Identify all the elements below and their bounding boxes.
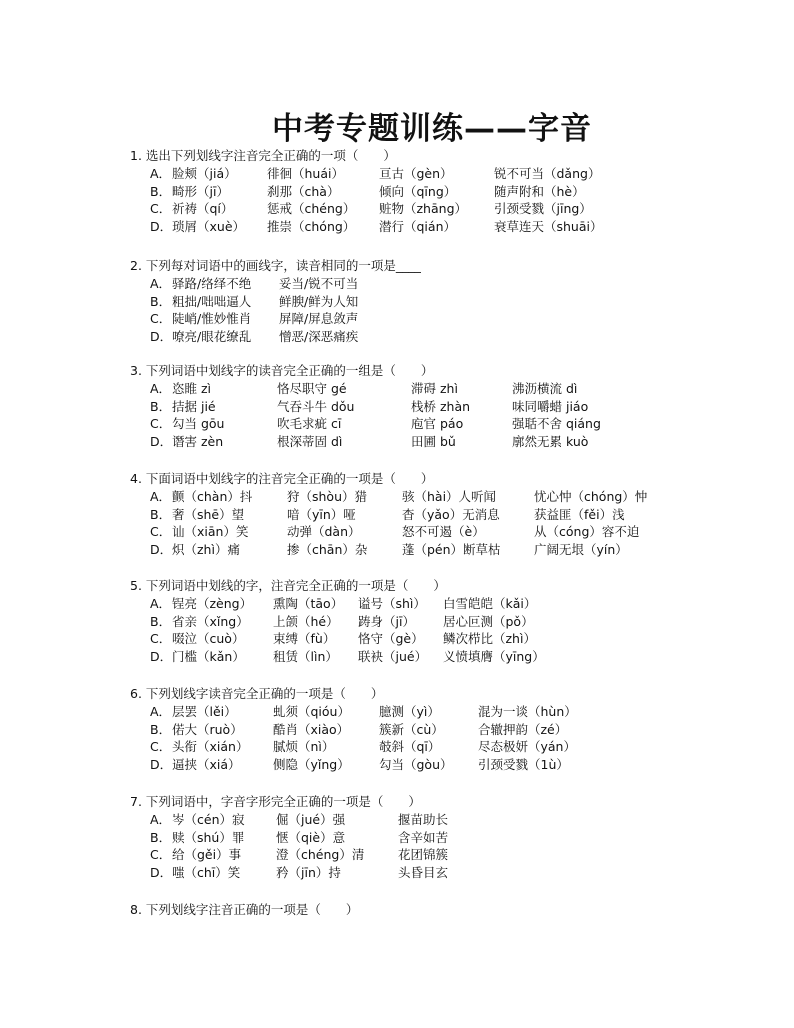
option-item: 倔（jué）强 xyxy=(276,812,346,827)
option-letter: A． xyxy=(150,596,172,611)
option-item: 气吞斗牛 dǒu xyxy=(277,398,355,414)
option-letter: D． xyxy=(150,328,173,344)
option-item: 奢（shē）望 xyxy=(172,506,245,522)
option-letter: B． xyxy=(150,613,172,629)
option-row xyxy=(130,310,421,328)
option-item: 庖官 páo xyxy=(411,416,464,432)
option-item: 根深蒂固 dì xyxy=(277,433,343,449)
option-row xyxy=(130,864,449,882)
option-item: 喑（yīn）哑 xyxy=(287,506,356,522)
option-item: 刹那（chà） xyxy=(267,183,340,199)
option-item: 讪（xiān）笑 xyxy=(172,524,249,540)
option-item: 谥号（shì） xyxy=(358,596,426,611)
question-8 xyxy=(130,901,358,919)
question-2 xyxy=(130,257,421,345)
option-item: 沸沥横流 dì xyxy=(512,381,578,396)
option-item: 获益匪（fěi）浅 xyxy=(534,506,625,522)
option-item: 惩戒（chéng） xyxy=(267,201,356,217)
option-item: 勾当（gòu） xyxy=(379,756,453,772)
option-item: 广阔无垠（yín） xyxy=(534,541,628,557)
option-letter: D． xyxy=(150,218,173,234)
option-item: 层罢（lěi） xyxy=(172,704,237,719)
option-item: 熏陶（tāo） xyxy=(273,596,344,611)
option-letter: C． xyxy=(150,847,172,863)
option-item: 头昏目玄 xyxy=(398,864,449,880)
option-item: 赎（shú）罪 xyxy=(172,829,245,845)
question-7 xyxy=(130,793,449,881)
question-1 xyxy=(130,147,603,235)
option-row xyxy=(130,738,576,756)
question-stem: 2. 下列每对词语中的画线字，读音相同的一项是____ xyxy=(130,258,421,273)
option-item: 倾向（qīng） xyxy=(379,183,457,199)
page-title: 中考专题训练——字音 xyxy=(272,111,592,147)
option-item: 田圃 bǔ xyxy=(411,433,456,449)
option-row xyxy=(130,415,601,433)
option-item: 滞碍 zhì xyxy=(411,381,458,396)
option-item: 蓬（pén）断草枯 xyxy=(402,541,501,557)
option-item: 勾当 gōu xyxy=(172,416,225,432)
option-row xyxy=(130,183,585,201)
option-item: 租赁（lìn） xyxy=(273,648,338,664)
option-row xyxy=(130,846,449,864)
option-item: 赃物（zhāng） xyxy=(379,201,468,217)
option-item: 衰草连天（shuāi） xyxy=(494,218,603,234)
option-item: 省亲（xǐng） xyxy=(172,613,249,629)
option-row xyxy=(130,488,648,506)
option-row xyxy=(130,523,640,541)
option-item: 束缚（fù） xyxy=(273,631,336,647)
option-row xyxy=(130,165,601,183)
option-letter: C． xyxy=(150,416,172,432)
option-letter: A． xyxy=(150,381,172,396)
option-item: 鲜腴/鲜为人知 xyxy=(279,293,359,309)
option-item: 侧隐（yǐng） xyxy=(273,756,350,772)
option-item: 头衔（xián） xyxy=(172,739,249,755)
option-letter: D． xyxy=(150,756,173,772)
option-item: 引颈受戮（1ù） xyxy=(478,756,569,772)
option-item: 揠苗助长 xyxy=(398,812,449,827)
option-letter: B． xyxy=(150,721,172,737)
question-stem: 1. 选出下列划线字注音完全正确的一项（ ） xyxy=(130,148,396,163)
option-letter: C． xyxy=(150,631,172,647)
option-item: 陡峭/惟妙惟肖 xyxy=(172,311,252,327)
option-item: 忧心忡（chóng）忡 xyxy=(534,489,648,504)
option-item: 岑（cén）寂 xyxy=(172,812,245,827)
option-letter: C． xyxy=(150,311,172,327)
question-stem: 5. 下列词语中划线的字，注音完全正确的一项是（ ） xyxy=(130,578,446,593)
option-item: 徘徊（huái） xyxy=(267,166,344,181)
option-item: 谮害 zèn xyxy=(172,433,224,449)
question-stem: 7. 下列词语中，字音字形完全正确的一项是（ ） xyxy=(130,794,421,809)
option-item: 驿路/络绎不绝 xyxy=(172,276,252,291)
option-item: 恪尽职守 gé xyxy=(277,381,347,396)
option-item: 怒不可遏（è） xyxy=(402,524,485,540)
option-row xyxy=(130,595,537,613)
option-row xyxy=(130,380,578,398)
option-item: 味同嚼蜡 jiáo xyxy=(512,398,589,414)
option-row xyxy=(130,398,589,416)
option-letter: C． xyxy=(150,201,172,217)
option-item: 憎恶/深恶痛疾 xyxy=(279,328,359,344)
option-item: 偌大（ruò） xyxy=(172,721,243,737)
option-item: 妥当/锐不可当 xyxy=(279,276,359,291)
question-4 xyxy=(130,470,648,558)
option-row xyxy=(130,703,577,721)
option-letter: A． xyxy=(150,276,172,291)
option-item: 锐不可当（dǎng） xyxy=(494,166,601,181)
option-item: 簇新（cù） xyxy=(379,721,444,737)
option-row xyxy=(130,756,569,774)
option-letter: B． xyxy=(150,829,172,845)
option-letter: B． xyxy=(150,293,172,309)
option-item: 尽态极妍（yán） xyxy=(478,739,576,755)
option-item: 亘古（gèn） xyxy=(379,166,453,181)
option-letter: D． xyxy=(150,864,173,880)
option-item: 花团锦簇 xyxy=(398,847,449,863)
option-item: 恪守（gè） xyxy=(358,631,424,647)
option-item: 吹毛求疵 cī xyxy=(277,416,342,432)
option-item: 鳞次栉比（zhì） xyxy=(443,631,536,647)
option-item: 虬须（qióu） xyxy=(273,704,350,719)
option-item: 逼挟（xiá） xyxy=(172,756,241,772)
option-letter: C． xyxy=(150,739,172,755)
option-row xyxy=(130,811,449,829)
option-item: 惬（qiè）意 xyxy=(276,829,346,845)
question-3 xyxy=(130,362,601,450)
option-row xyxy=(130,541,628,559)
option-row xyxy=(130,613,534,631)
option-item: 恣睢 zì xyxy=(172,381,212,396)
option-letter: A． xyxy=(150,166,172,181)
option-item: 腻烦（nì） xyxy=(273,739,335,755)
option-item: 锃亮（zèng） xyxy=(172,596,253,611)
option-item: 颤（chàn）抖 xyxy=(172,489,253,504)
option-item: 居心叵测（pǒ） xyxy=(443,613,534,629)
option-item: 推崇（chóng） xyxy=(267,218,356,234)
option-item: 臆测（yì） xyxy=(379,704,440,719)
question-stem: 6. 下列划线字读音完全正确的一项是（ ） xyxy=(130,686,384,701)
option-row xyxy=(130,648,545,666)
option-letter: A． xyxy=(150,812,172,827)
option-item: 嘹亮/眼花缭乱 xyxy=(172,328,252,344)
option-item: 强聒不舍 qiáng xyxy=(512,416,601,432)
option-row xyxy=(130,630,536,648)
option-item: 义愤填膺（yīng） xyxy=(443,648,545,664)
option-item: 拮据 jié xyxy=(172,398,216,414)
option-item: 杳（yǎo）无消息 xyxy=(402,506,500,522)
option-letter: B． xyxy=(150,398,172,414)
option-item: 上颌（hé） xyxy=(273,613,339,629)
option-item: 攲斜（qī） xyxy=(379,739,441,755)
option-letter: C． xyxy=(150,524,172,540)
question-6 xyxy=(130,685,577,773)
option-item: 给（gěi）事 xyxy=(172,847,242,863)
option-row xyxy=(130,275,421,293)
option-letter: A． xyxy=(150,489,172,504)
option-letter: D． xyxy=(150,541,173,557)
option-row xyxy=(130,200,592,218)
option-item: 酷肖（xiào） xyxy=(273,721,350,737)
option-item: 栈桥 zhàn xyxy=(411,398,471,414)
option-item: 随声附和（hè） xyxy=(494,183,585,199)
option-item: 潜行（qián） xyxy=(379,218,456,234)
option-row xyxy=(130,433,589,451)
option-item: 屏障/屏息敛声 xyxy=(279,311,359,327)
question-stem: 4. 下面词语中划线字的注音完全正确的一项是（ ） xyxy=(130,471,434,486)
option-item: 动弹（dàn） xyxy=(287,524,361,540)
option-item: 掺（chān）杂 xyxy=(287,541,368,557)
option-item: 合辙押韵（zé） xyxy=(478,721,568,737)
option-item: 畸形（jī） xyxy=(172,183,229,199)
option-letter: D． xyxy=(150,648,173,664)
option-item: 骇（hài）人听闻 xyxy=(402,489,497,504)
option-item: 廓然无累 kuò xyxy=(512,433,589,449)
option-row xyxy=(130,293,421,311)
option-row xyxy=(130,506,625,524)
option-item: 白雪皑皑（kǎi） xyxy=(443,596,537,611)
option-item: 混为一谈（hùn） xyxy=(478,704,577,719)
option-item: 门槛（kǎn） xyxy=(172,648,245,664)
option-item: 啜泣（cuò） xyxy=(172,631,245,647)
option-item: 联袂（jué） xyxy=(358,648,428,664)
option-letter: B． xyxy=(150,506,172,522)
option-item: 粗拙/咄咄逼人 xyxy=(172,293,252,309)
option-item: 祈祷（qí） xyxy=(172,201,234,217)
question-stem: 3. 下列词语中划线字的读音完全正确的一组是（ ） xyxy=(130,363,434,378)
option-letter: B． xyxy=(150,183,172,199)
option-item: 引颈受戮（jīng） xyxy=(494,201,592,217)
option-item: 琐屑（xuè） xyxy=(172,218,246,234)
option-item: 矜（jīn）持 xyxy=(276,864,341,880)
option-item: 澄（chéng）清 xyxy=(276,847,365,863)
option-row xyxy=(130,218,603,236)
option-item: 嗤（chī）笑 xyxy=(172,864,241,880)
option-letter: A． xyxy=(150,704,172,719)
option-row xyxy=(130,721,568,739)
question-5 xyxy=(130,577,545,665)
option-item: 踌身（jī） xyxy=(358,613,415,629)
question-stem: 8. 下列划线字注音正确的一项是（ ） xyxy=(130,902,359,917)
option-letter: D． xyxy=(150,433,173,449)
option-item: 脸颊（jiá） xyxy=(172,166,237,181)
option-item: 狩（shòu）猎 xyxy=(287,489,368,504)
option-row xyxy=(130,328,421,346)
option-row xyxy=(130,829,449,847)
option-item: 炽（zhì）痛 xyxy=(172,541,240,557)
option-item: 从（cóng）容不迫 xyxy=(534,524,640,540)
option-item: 含辛如苦 xyxy=(398,829,449,845)
